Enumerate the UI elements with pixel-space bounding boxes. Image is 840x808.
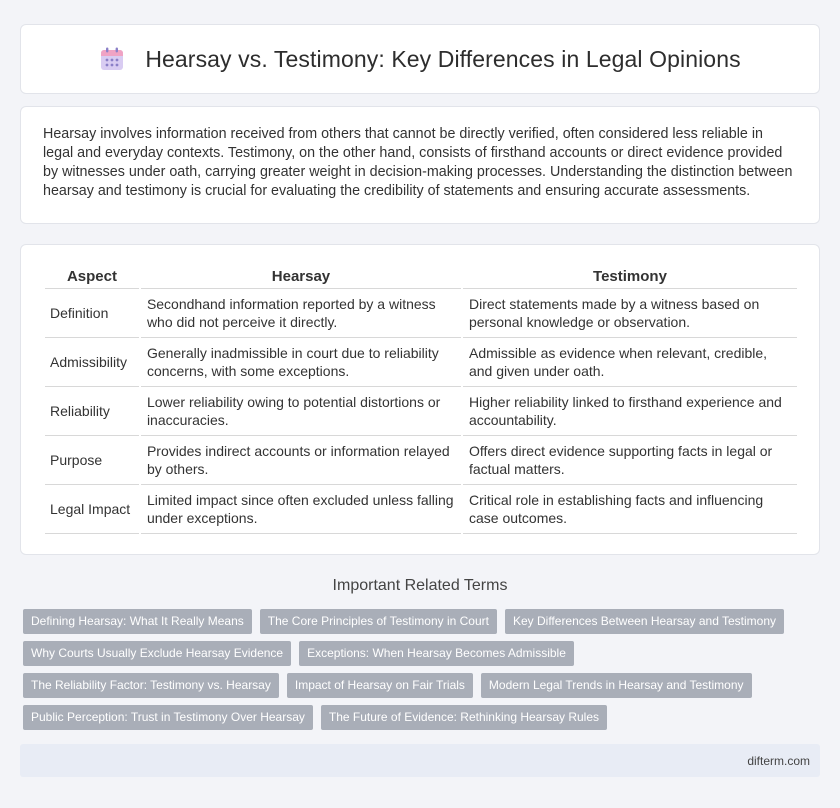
related-term-link[interactable]: Exceptions: When Hearsay Becomes Admissible [299, 641, 574, 666]
table-row [45, 289, 797, 338]
related-term-link[interactable]: Modern Legal Trends in Hearsay and Testimony [481, 673, 752, 698]
testimony-cell: Higher reliability linked to firsthand experience and accountability. [463, 387, 797, 436]
testimony-cell: Admissible as evidence when relevant, credible, and given under oath. [463, 338, 797, 387]
footer-site-link[interactable]: difterm.com [747, 753, 810, 768]
related-term-link[interactable]: Defining Hearsay: What It Really Means [23, 609, 252, 634]
intro-card [20, 106, 820, 224]
hearsay-cell: Lower reliability owing to potential distortions or inaccuracies. [141, 387, 461, 436]
related-term-link[interactable]: The Future of Evidence: Rethinking Hearsay Rules [321, 705, 607, 730]
hearsay-cell: Generally inadmissible in court due to reliability concerns, with some exceptions. [141, 338, 461, 387]
header-card [20, 24, 820, 94]
related-terms-list [23, 609, 803, 737]
tag-row [23, 609, 803, 634]
aspect-cell: Reliability [45, 387, 139, 436]
tag-row [23, 641, 803, 666]
related-term-link[interactable]: The Core Principles of Testimony in Court [260, 609, 497, 634]
header-aspect: Aspect [45, 265, 139, 289]
related-terms-title: Important Related Terms [332, 577, 508, 594]
table-header-row [45, 265, 797, 289]
page-title: Hearsay vs. Testimony: Key Differences in Legal Opinions [145, 45, 741, 72]
table-row [45, 436, 797, 485]
testimony-cell: Direct statements made by a witness based on personal knowledge or observation. [463, 289, 797, 338]
footer [20, 744, 820, 777]
related-term-link[interactable]: Why Courts Usually Exclude Hearsay Evidence [23, 641, 291, 666]
related-term-link[interactable]: Impact of Hearsay on Fair Trials [287, 673, 473, 698]
aspect-cell: Definition [45, 289, 139, 338]
testimony-cell: Offers direct evidence supporting facts in legal or factual matters. [463, 436, 797, 485]
testimony-cell: Critical role in establishing facts and influencing case outcomes. [463, 485, 797, 534]
table-row [45, 485, 797, 534]
header-testimony: Testimony [463, 265, 797, 289]
calendar-icon [99, 46, 125, 72]
aspect-cell: Purpose [45, 436, 139, 485]
table-row [45, 338, 797, 387]
related-term-link[interactable]: Public Perception: Trust in Testimony Over Hearsay [23, 705, 313, 730]
hearsay-cell: Limited impact since often excluded unless falling under exceptions. [141, 485, 461, 534]
tag-row [23, 673, 803, 698]
hearsay-cell: Secondhand information reported by a witness who did not perceive it directly. [141, 289, 461, 338]
aspect-cell: Legal Impact [45, 485, 139, 534]
intro-text: Hearsay involves information received from others that cannot be directly verified, often considered less reliable in legal and everyday contexts. Testimony, on the other hand, consists of firsthand accounts or direct evidence provided by witnesses under oath, carrying greater weight in decision-making processes. Understanding the distinction between hearsay and testimony is crucial for evaluating the credibility of statements and ensuring accurate assessments. [43, 126, 793, 199]
related-term-link[interactable]: Key Differences Between Hearsay and Testimony [505, 609, 784, 634]
table-row [45, 387, 797, 436]
header-hearsay: Hearsay [141, 265, 461, 289]
tag-row [23, 705, 803, 730]
hearsay-cell: Provides indirect accounts or information relayed by others. [141, 436, 461, 485]
aspect-cell: Admissibility [45, 338, 139, 387]
comparison-table [43, 265, 799, 534]
comparison-card [20, 244, 820, 555]
related-term-link[interactable]: The Reliability Factor: Testimony vs. Hearsay [23, 673, 279, 698]
